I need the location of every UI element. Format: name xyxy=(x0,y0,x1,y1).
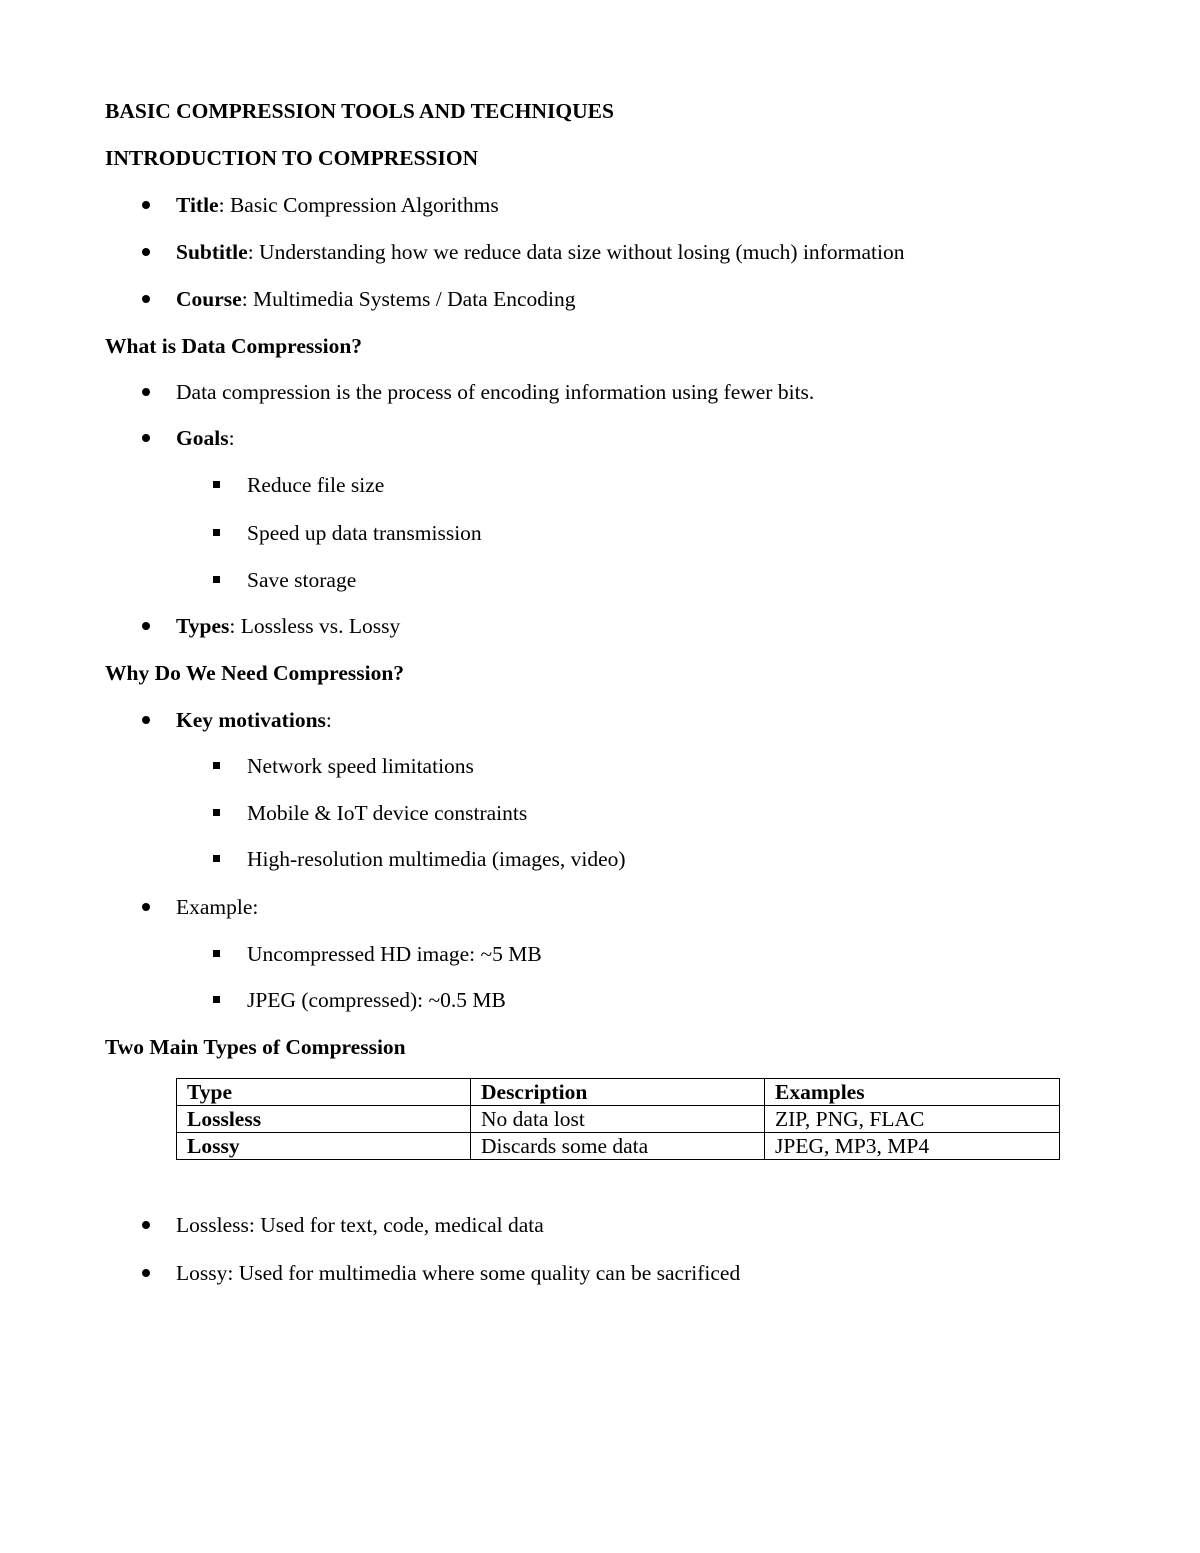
intro-item-label: Title xyxy=(176,193,219,217)
bullet-dot xyxy=(142,248,150,256)
intro-item-text: : Multimedia Systems / Data Encoding xyxy=(241,287,576,311)
bullet-dot xyxy=(142,903,150,911)
bullet-dot xyxy=(142,201,150,209)
motivation-item: Mobile & IoT device constraints xyxy=(247,801,528,825)
intro-item-label: Subtitle xyxy=(176,240,248,264)
bullet-dot xyxy=(142,388,150,396)
motivations-label-line xyxy=(176,707,332,733)
example-item: JPEG (compressed): ~0.5 MB xyxy=(247,988,506,1012)
motivations-suffix: : xyxy=(325,708,332,732)
goal-item: Reduce file size xyxy=(247,473,385,497)
example-item: Uncompressed HD image: ~5 MB xyxy=(247,942,542,966)
section-heading-what: What is Data Compression? xyxy=(105,334,363,358)
table-cell-description: Discards some data xyxy=(471,1133,765,1160)
goals-label: Goals xyxy=(176,426,229,450)
types-label: Types xyxy=(176,614,230,638)
intro-item-text: : Understanding how we reduce data size without losing (much) information xyxy=(247,240,905,264)
usage-note: Lossless: Used for text, code, medical data xyxy=(176,1213,544,1237)
bullet-dot xyxy=(142,295,150,303)
intro-heading: INTRODUCTION TO COMPRESSION xyxy=(105,146,479,170)
intro-item-title xyxy=(176,192,499,218)
intro-item-subtitle xyxy=(176,239,904,265)
bullet-square xyxy=(213,996,220,1003)
bullet-dot xyxy=(142,434,150,442)
table-row xyxy=(177,1133,1060,1160)
goals-label-line xyxy=(176,425,235,451)
section-heading-two-types: Two Main Types of Compression xyxy=(105,1035,406,1059)
compression-types-table xyxy=(176,1078,1060,1160)
table-cell-description: No data lost xyxy=(471,1106,765,1133)
bullet-square xyxy=(213,855,220,862)
bullet-square xyxy=(213,481,220,488)
bullet-dot xyxy=(142,716,150,724)
table-row xyxy=(177,1106,1060,1133)
table-cell-examples: JPEG, MP3, MP4 xyxy=(765,1133,1060,1160)
bullet-square xyxy=(213,809,220,816)
bullet-dot xyxy=(142,1269,150,1277)
types-text: : Lossless vs. Lossy xyxy=(229,614,401,638)
usage-note: Lossy: Used for multimedia where some quality can be sacrificed xyxy=(176,1261,741,1285)
motivation-item: Network speed limitations xyxy=(247,754,474,778)
table-header-cell: Type xyxy=(177,1079,471,1106)
table-header-cell: Description xyxy=(471,1079,765,1106)
intro-item-course xyxy=(176,286,576,312)
goals-suffix: : xyxy=(228,426,235,450)
document-title: BASIC COMPRESSION TOOLS AND TECHNIQUES xyxy=(105,99,614,123)
types-line xyxy=(176,613,400,639)
bullet-square xyxy=(213,529,220,536)
table-cell-type: Lossy xyxy=(177,1133,471,1160)
intro-item-text: : Basic Compression Algorithms xyxy=(218,193,499,217)
table-header-row xyxy=(177,1079,1060,1106)
bullet-square xyxy=(213,576,220,583)
definition-text: Data compression is the process of encoding information using fewer bits. xyxy=(176,380,815,404)
bullet-dot xyxy=(142,622,150,630)
goal-item: Save storage xyxy=(247,568,357,592)
section-heading-why: Why Do We Need Compression? xyxy=(105,661,405,685)
table-cell-type: Lossless xyxy=(177,1106,471,1133)
bullet-square xyxy=(213,762,220,769)
intro-item-label: Course xyxy=(176,287,242,311)
table-header-cell: Examples xyxy=(765,1079,1060,1106)
example-label: Example: xyxy=(176,895,259,919)
bullet-dot xyxy=(142,1221,150,1229)
bullet-square xyxy=(213,950,220,957)
goal-item: Speed up data transmission xyxy=(247,521,482,545)
motivations-label: Key motivations xyxy=(176,708,326,732)
table-cell-examples: ZIP, PNG, FLAC xyxy=(765,1106,1060,1133)
motivation-item: High-resolution multimedia (images, video) xyxy=(247,847,626,871)
